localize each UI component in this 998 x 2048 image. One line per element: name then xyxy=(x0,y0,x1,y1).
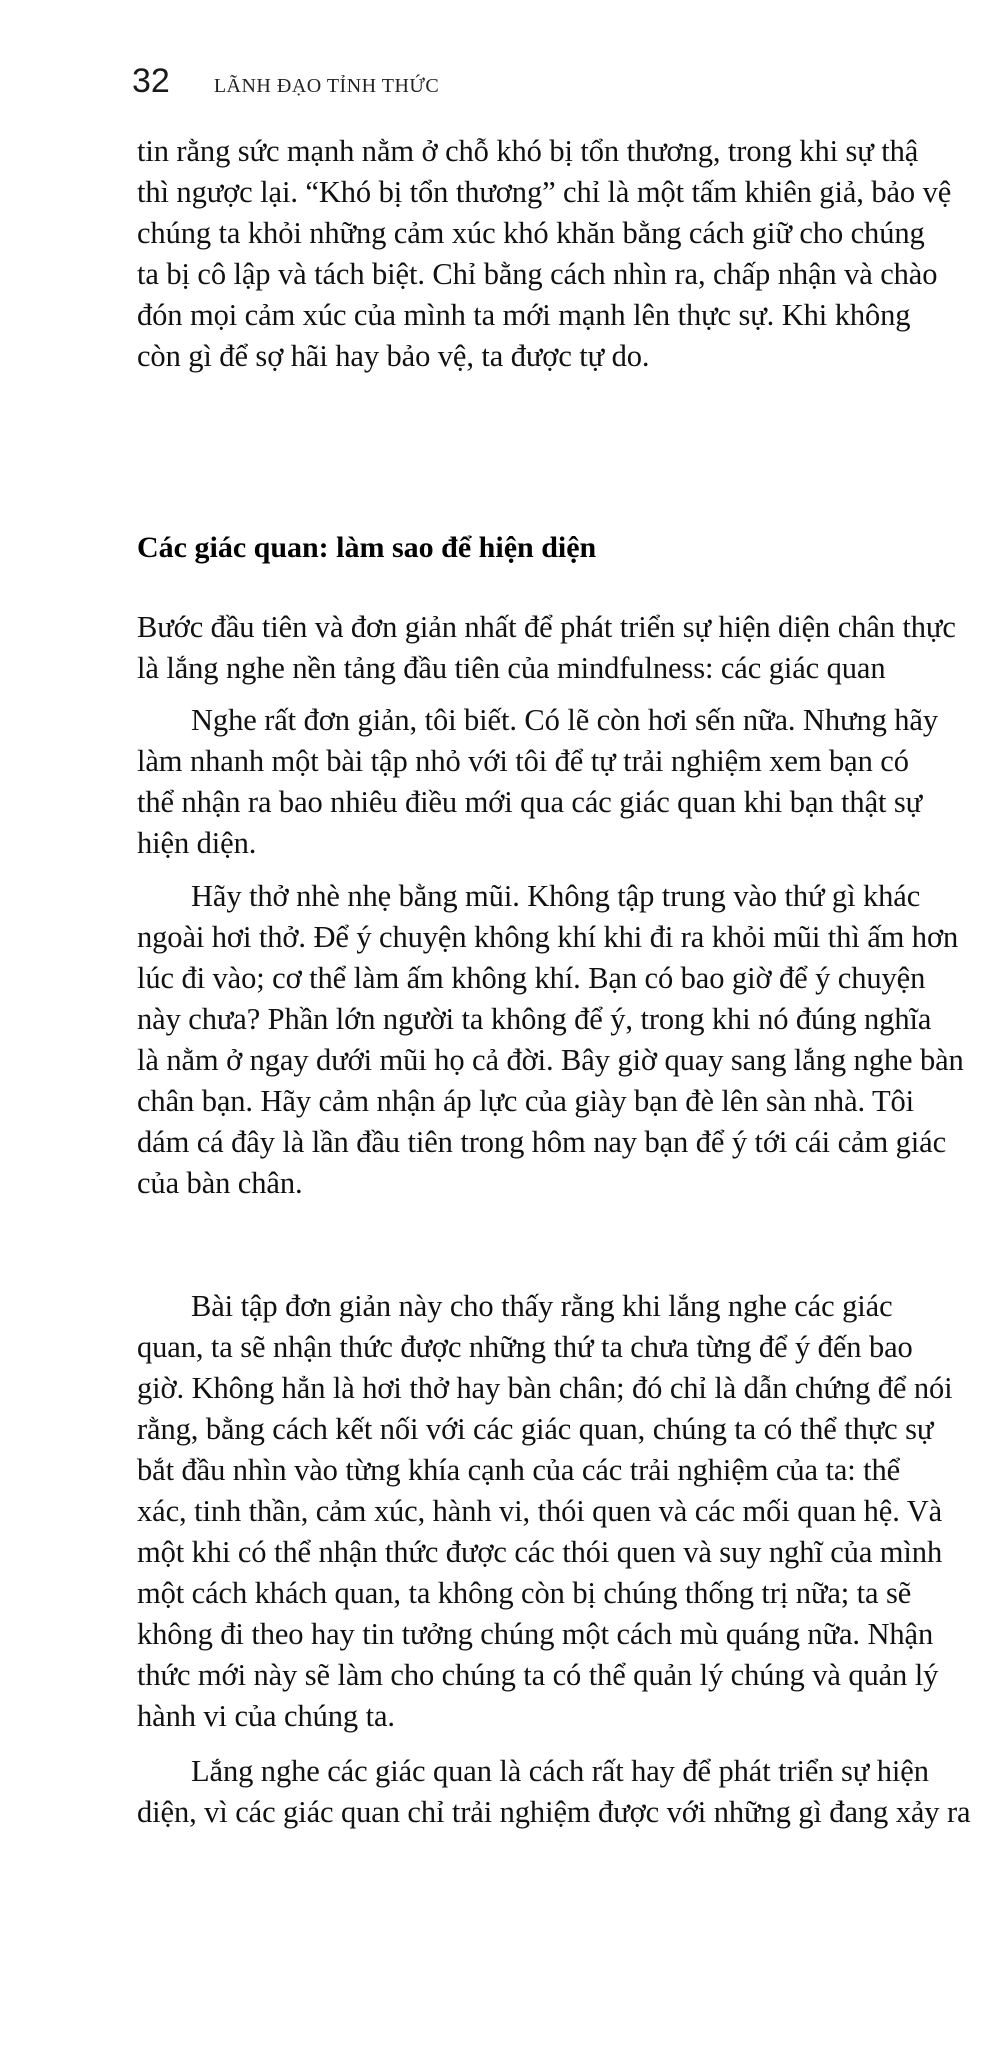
text-line: Lắng nghe các giác quan là cách rất hay để phát triển sự hiện xyxy=(191,1754,929,1788)
text-line: thì ngược lại. “Khó bị tổn thương” chỉ là một tấm khiên giả, bảo vệ xyxy=(137,175,952,209)
text-line: chân bạn. Hãy cảm nhận áp lực của giày bạn đè lên sàn nhà. Tôi xyxy=(137,1084,915,1118)
text-line: một cách khách quan, ta không còn bị chúng thống trị nữa; ta sẽ xyxy=(137,1576,912,1610)
text-line: tin rằng sức mạnh nằm ở chỗ khó bị tổn thương, trong khi sự thậ xyxy=(137,134,919,168)
text-line: Bài tập đơn giản này cho thấy rằng khi lắng nghe các giác xyxy=(191,1289,893,1323)
text-line: rằng, bằng cách kết nối với các giác quan, chúng ta có thể thực sự xyxy=(137,1412,934,1446)
text-line: xác, tinh thần, cảm xúc, hành vi, thói quen và các mối quan hệ. Và xyxy=(137,1494,943,1528)
page-number: 32 xyxy=(132,62,170,100)
text-line: Hãy thở nhè nhẹ bằng mũi. Không tập trung vào thứ gì khác xyxy=(191,879,921,913)
text-line: diện, vì các giác quan chỉ trải nghiệm được với những gì đang xảy ra xyxy=(137,1795,971,1829)
text-line: thức mới này sẽ làm cho chúng ta có thể quản lý chúng và quản lý xyxy=(137,1658,939,1692)
text-line: thể nhận ra bao nhiêu điều mới qua các giác quan khi bạn thật sự xyxy=(137,785,923,819)
text-line: Bước đầu tiên và đơn giản nhất để phát triển sự hiện diện chân thực xyxy=(137,610,956,644)
text-line: một khi có thể nhận thức được các thói quen và suy nghĩ của mình xyxy=(137,1535,943,1569)
text-line: dám cá đây là lần đầu tiên trong hôm nay bạn để ý tới cái cảm giác xyxy=(137,1125,947,1159)
text-line: của bàn chân. xyxy=(137,1166,303,1200)
text-line: ngoài hơi thở. Để ý chuyện không khí khi đi ra khỏi mũi thì ấm hơn xyxy=(137,920,959,954)
text-line: làm nhanh một bài tập nhỏ với tôi để tự trải nghiệm xem bạn có xyxy=(137,744,909,778)
section-heading: Các giác quan: làm sao để hiện diện xyxy=(137,531,597,564)
text-line: Nghe rất đơn giản, tôi biết. Có lẽ còn hơi sến nữa. Nhưng hãy xyxy=(191,703,939,737)
text-line: hiện diện. xyxy=(137,826,257,860)
text-line: còn gì để sợ hãi hay bảo vệ, ta được tự do. xyxy=(137,339,650,373)
running-title: LÃNH ĐẠO TỈNH THỨC xyxy=(213,75,440,97)
text-line: giờ. Không hẳn là hơi thở hay bàn chân; đó chỉ là dẫn chứng để nói xyxy=(137,1371,953,1405)
text-line: không đi theo hay tin tưởng chúng một cách mù quáng nữa. Nhận xyxy=(137,1617,934,1651)
page-body xyxy=(137,0,998,2048)
text-line: quan, ta sẽ nhận thức được những thứ ta chưa từng để ý đến bao xyxy=(137,1330,913,1364)
text-line: là lắng nghe nền tảng đầu tiên của mindfulness: các giác quan xyxy=(137,651,886,685)
text-line: này chưa? Phần lớn người ta không để ý, trong khi nó đúng nghĩa xyxy=(137,1002,932,1036)
text-line: lúc đi vào; cơ thể làm ấm không khí. Bạn có bao giờ để ý chuyện xyxy=(137,961,926,995)
text-line: bắt đầu nhìn vào từng khía cạnh của các trải nghiệm của ta: thể xyxy=(137,1453,901,1487)
text-line: hành vi của chúng ta. xyxy=(137,1699,395,1733)
text-line: là nằm ở ngay dưới mũi họ cả đời. Bây giờ quay sang lắng nghe bàn xyxy=(137,1043,964,1077)
text-line: ta bị cô lập và tách biệt. Chỉ bằng cách nhìn ra, chấp nhận và chào xyxy=(137,257,938,291)
text-line: chúng ta khỏi những cảm xúc khó khăn bằng cách giữ cho chúng xyxy=(137,216,925,250)
text-line: đón mọi cảm xúc của mình ta mới mạnh lên thực sự. Khi không xyxy=(137,298,911,332)
